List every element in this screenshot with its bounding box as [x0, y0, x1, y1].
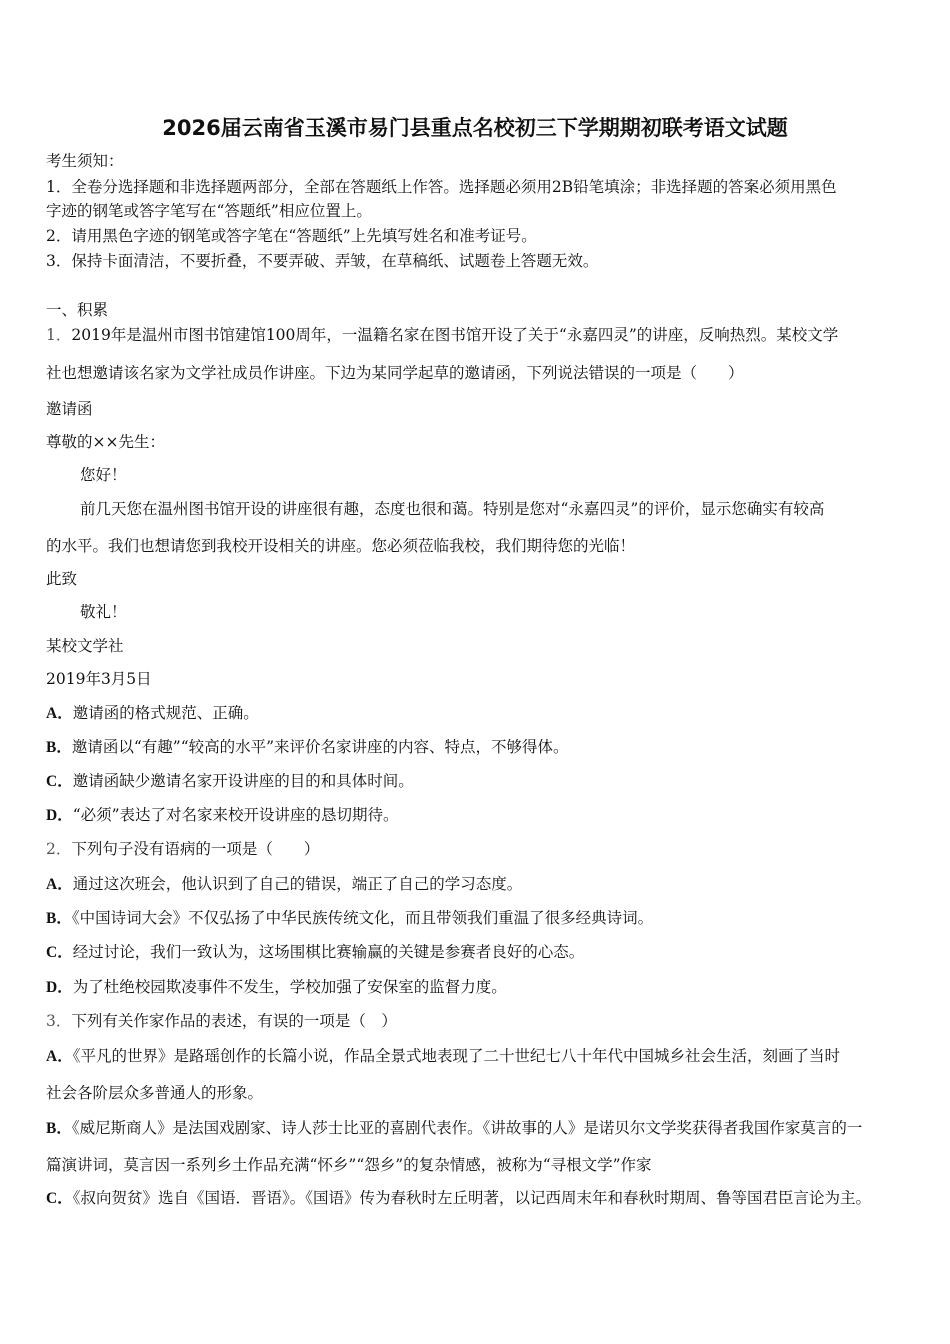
q3-option-a-line1: A．《平凡的世界》是路瑶创作的长篇小说，作品全景式地表现了二十世纪七八十年代中国城乡社会生活，刻画了当时: [46, 1047, 840, 1065]
question-2-stem: 2．下列句子没有语病的一项是（ ）: [46, 840, 320, 858]
letter-salutation: 尊敬的××先生：: [46, 433, 165, 451]
letter-body-line2: 的水平。我们也想请您到我校开设相关的讲座。您必须莅临我校，我们期待您的光临！: [46, 537, 636, 555]
q2-option-b: B．《中国诗词大会》不仅弘扬了中华民族传统文化，而且带领我们重温了很多经典诗词。: [46, 909, 654, 927]
letter-closing-1: 此致: [46, 570, 78, 588]
q3-option-a-line2: 社会各阶层众多普通人的形象。: [46, 1084, 264, 1102]
q2-option-d: D．为了杜绝校园欺凌事件不发生，学校加强了安保室的监督力度。: [46, 978, 507, 996]
letter-signature: 某校文学社: [46, 637, 124, 655]
question-1-stem-line1: 1．2019年是温州市图书馆建馆100周年，一温籍名家在图书馆开设了关于“永嘉四灵”的讲座，反响热烈。某校文学: [46, 326, 839, 344]
q1-option-c: C．邀请函缺少邀请名家开设讲座的目的和具体时间。: [46, 772, 414, 790]
section-heading: 一、积累: [46, 301, 109, 319]
letter-greeting: 您好！: [80, 466, 127, 484]
question-number: 1．: [46, 326, 72, 344]
question-3-stem: 3．下列有关作家作品的表述，有误的一项是（ ）: [46, 1012, 397, 1030]
notice-item-3: 3．保持卡面清洁，不要折叠，不要弄破、弄皱，在草稿纸、试题卷上答题无效。: [46, 252, 599, 270]
q1-option-d: D．“必须”表达了对名家来校开设讲座的恳切期待。: [46, 806, 399, 824]
q3-option-c-line1: C．《叔向贺贫》选自《国语．晋语》。《国语》传为春秋时左丘明著，以记西周末年和春秋时期周、鲁等国君臣言论为主。: [46, 1189, 871, 1207]
letter-closing-2: 敬礼！: [80, 603, 127, 621]
q3-option-b-line1: B．《威尼斯商人》是法国戏剧家、诗人莎士比亚的喜剧代表作。《讲故事的人》是诺贝尔文学奖获得者我国作家莫言的一: [46, 1119, 863, 1137]
letter-heading: 邀请函: [46, 400, 93, 418]
notice-heading: 考生须知：: [46, 152, 124, 170]
q2-option-a: A．通过这次班会，他认识到了自己的错误，端正了自己的学习态度。: [46, 875, 523, 893]
notice-item-1: 1．全卷分选择题和非选择题两部分，全部在答题纸上作答。选择题必须用2B铅笔填涂；非选择题的答案必须用黑色: [46, 178, 837, 196]
question-1-stem-line2: 社也想邀请该名家为文学社成员作讲座。下边为某同学起草的邀请函，下列说法错误的一项是（ ）: [46, 364, 744, 382]
q2-option-c: C．经过讨论，我们一致认为，这场围棋比赛输赢的关键是参赛者良好的心态。: [46, 943, 585, 961]
notice-item-2: 2．请用黑色字迹的钢笔或答字笔在“答题纸”上先填写姓名和准考证号。: [46, 227, 537, 245]
page-title: 2026届云南省玉溪市易门县重点名校初三下学期期初联考语文试题: [162, 116, 788, 140]
letter-date: 2019年3月5日: [46, 670, 152, 688]
q1-option-b: B．邀请函以“有趣”“较高的水平”来评价名家讲座的内容、特点，不够得体。: [46, 738, 569, 756]
q3-option-b-line2: 篇演讲词，莫言因一系列乡土作品充满“怀乡”“怨乡”的复杂情感，被称为“寻根文学”作家: [46, 1156, 652, 1174]
q1-option-a: A．邀请函的格式规范、正确。: [46, 704, 259, 722]
letter-body-line1: 前几天您在温州图书馆开设的讲座很有趣，态度也很和蔼。特别是您对“永嘉四灵”的评价，显示您确实有较高: [80, 500, 825, 518]
notice-item-1-cont: 字迹的钢笔或答字笔写在“答题纸”相应位置上。: [46, 202, 372, 220]
